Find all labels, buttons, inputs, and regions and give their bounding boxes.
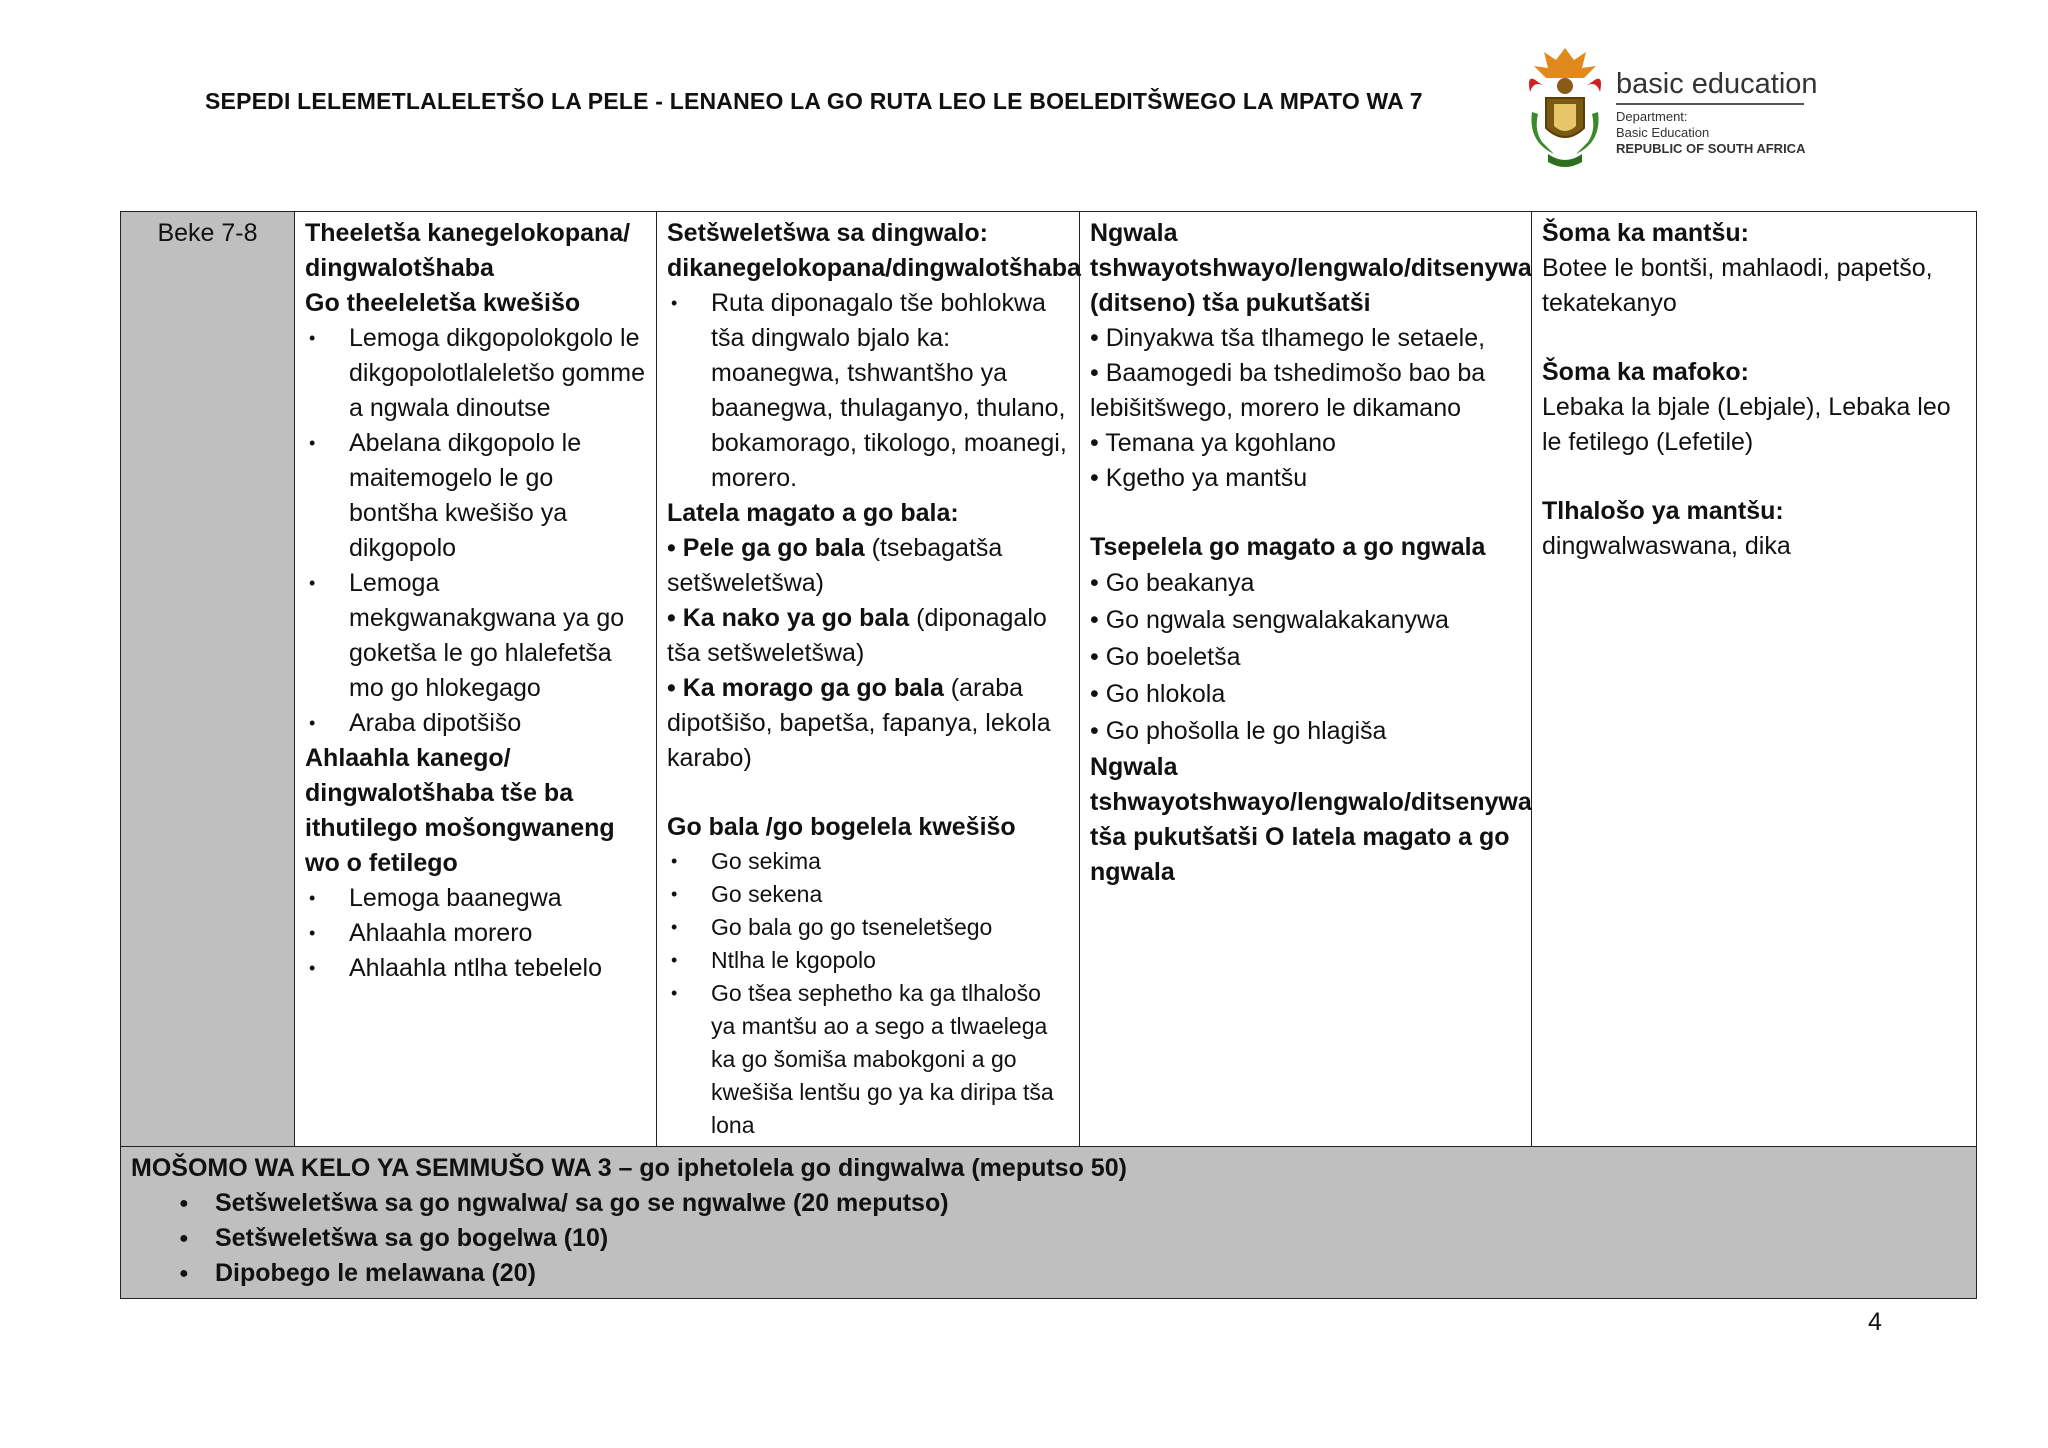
page-number: 4 xyxy=(1868,1308,1882,1336)
list-item: ● Dipobego le melawana (20) xyxy=(171,1256,1966,1291)
col4-text-3: dingwalwaswana, dika xyxy=(1542,532,1791,560)
spacer xyxy=(1090,496,1521,530)
col2-heading-1: Setšweletšwa sa dingwalo: dikanegelokopana/dingwalotšhaba xyxy=(667,219,1081,282)
list-item: • Go sekima xyxy=(667,845,1069,878)
col2-list-1 xyxy=(667,286,1069,496)
logo-line-republic: REPUBLIC OF SOUTH AFRICA xyxy=(1616,141,1806,156)
assessment-row xyxy=(121,1147,1977,1299)
assessment-heading: MOŠOMO WA KELO YA SEMMUŠO WA 3 – go iphetolela go dingwalwa (meputso 50) xyxy=(131,1154,1127,1182)
col3-heading-2: Tsepelela go magato a go ngwala xyxy=(1090,533,1486,561)
col1-list-2 xyxy=(305,881,646,986)
col2-heading-2: Latela magato a go bala: xyxy=(667,499,959,527)
list-item: • Ntlha le kgopolo xyxy=(667,944,1069,977)
list-item: • Araba dipotšišo xyxy=(305,706,646,741)
list-item: • Lemoga dikgopolokgolo le dikgopolotlaleletšo gomme a ngwala dinoutse xyxy=(305,321,646,426)
list-item: • Lemoga mekgwanakgwana ya go goketša le go hlalefetša mo go hlokegago xyxy=(305,566,646,706)
col1-heading-1: Theeletša kanegelokopana/ dingwalotšhaba xyxy=(305,219,631,282)
col1-list-1 xyxy=(305,321,646,741)
col2-list-2 xyxy=(667,845,1069,1142)
col4-heading-2: Šoma ka mafoko: xyxy=(1542,358,1750,386)
col4-heading-1: Šoma ka mantšu: xyxy=(1542,219,1750,247)
col1-heading-2: Go theeleletša kwešišo xyxy=(305,289,581,317)
list-item: ● Setšweletšwa sa go ngwalwa/ sa go se ngwalwe (20 meputso) xyxy=(171,1186,1966,1221)
list-item: ● Setšweletšwa sa go bogelwa (10) xyxy=(171,1221,1966,1256)
logo-brand-text: basic education xyxy=(1616,68,1818,100)
col3-line: • Temana ya kgohlano xyxy=(1090,429,1336,457)
spacer xyxy=(1542,321,1966,355)
col3-line: • Baamogedi ba tshedimošo bao ba lebišitšwego, morero le dikamano xyxy=(1090,359,1486,422)
col3-heading-1: Ngwala tshwayotshwayo/lengwalo/ditsenywa (ditseno) tša pukutšatši xyxy=(1090,219,1532,317)
week-cell xyxy=(121,212,295,1147)
reading-step-after: • Ka morago ga go bala (araba dipotšišo, bapetša, fapanya, lekola karabo) xyxy=(667,674,1051,772)
coat-of-arms-icon xyxy=(1524,42,1606,170)
col4-text-2: Lebaka la bjale (Lebjale), Lebaka leo le fetilego (Lefetile) xyxy=(1542,393,1951,456)
lesson-plan-table xyxy=(120,211,1977,1299)
language-column xyxy=(1532,212,1977,1147)
week-row xyxy=(121,212,1977,1147)
list-item: • Ruta diponagalo tše bohlokwa tša dingwalo bjalo ka: moanegwa, tshwantšho ya baanegwa, thulaganyo, thulano, bokamorago, tikologo, moanegi, morero. xyxy=(667,286,1069,496)
col2-heading-3: Go bala /go bogelela kwešišo xyxy=(667,813,1016,841)
logo-line-basic-education: Basic Education xyxy=(1616,125,1710,140)
list-item: • Ahlaahla morero xyxy=(305,916,646,951)
list-item: • Go tšea sephetho ka ga tlhalošo ya mantšu ao a sego a tlwaelega ka go šomiša mabokgoni a go kwešiša lentšu go ya ka diripa tša lona xyxy=(667,977,1069,1142)
reading-step-before: • Pele ga go bala (tsebagatša setšweletšwa) xyxy=(667,534,1003,597)
col4-text-1: Botee le bontši, mahlaodi, papetšo, tekatekanyo xyxy=(1542,254,1933,317)
logo-divider xyxy=(1616,103,1804,105)
col3-heading-3: Ngwala tshwayotshwayo/lengwalo/ditsenywa tša pukutšatši O latela magato a go ngwala xyxy=(1090,753,1532,886)
col3-line: • Go hlokola xyxy=(1090,680,1226,708)
col3-line: • Go ngwala sengwalakakanywa xyxy=(1090,606,1449,634)
logo-line-department: Department: xyxy=(1616,109,1688,124)
list-item: • Abelana dikgopolo le maitemogelo le go bontšha kwešišo ya dikgopolo xyxy=(305,426,646,566)
reading-column xyxy=(657,212,1080,1147)
assessment-list xyxy=(131,1186,1966,1291)
col3-line: • Go boeletša xyxy=(1090,643,1241,671)
list-item: • Go bala go go tseneletšego xyxy=(667,911,1069,944)
assessment-cell xyxy=(121,1147,1977,1299)
reading-step-during: • Ka nako ya go bala (diponagalo tša setšweletšwa) xyxy=(667,604,1047,667)
col3-line: • Kgetho ya mantšu xyxy=(1090,464,1308,492)
col3-line: • Go beakanya xyxy=(1090,569,1255,597)
col3-line: • Go phošolla le go hlagiša xyxy=(1090,717,1387,745)
week-label: Beke 7-8 xyxy=(157,219,258,247)
listening-column xyxy=(295,212,657,1147)
department-logo xyxy=(1524,42,1824,172)
writing-column xyxy=(1080,212,1532,1147)
list-item: • Go sekena xyxy=(667,878,1069,911)
col3-line: • Dinyakwa tša tlhamego le setaele, xyxy=(1090,324,1486,352)
spacer xyxy=(667,776,1069,810)
col4-heading-3: Tlhalošo ya mantšu: xyxy=(1542,497,1784,525)
list-item: • Lemoga baanegwa xyxy=(305,881,646,916)
col1-heading-3: Ahlaahla kanego/ dingwalotšhaba tše ba ithutilego mošongwaneng wo o fetilego xyxy=(305,744,615,877)
document-header-title: SEPEDI LELEMETLALELETŠO LA PELE - LENANEO LA GO RUTA LEO LE BOELEDITŠWEGO LA MPATO WA 7 xyxy=(205,88,1423,114)
spacer xyxy=(1542,460,1966,494)
list-item: • Ahlaahla ntlha tebelelo xyxy=(305,951,646,986)
